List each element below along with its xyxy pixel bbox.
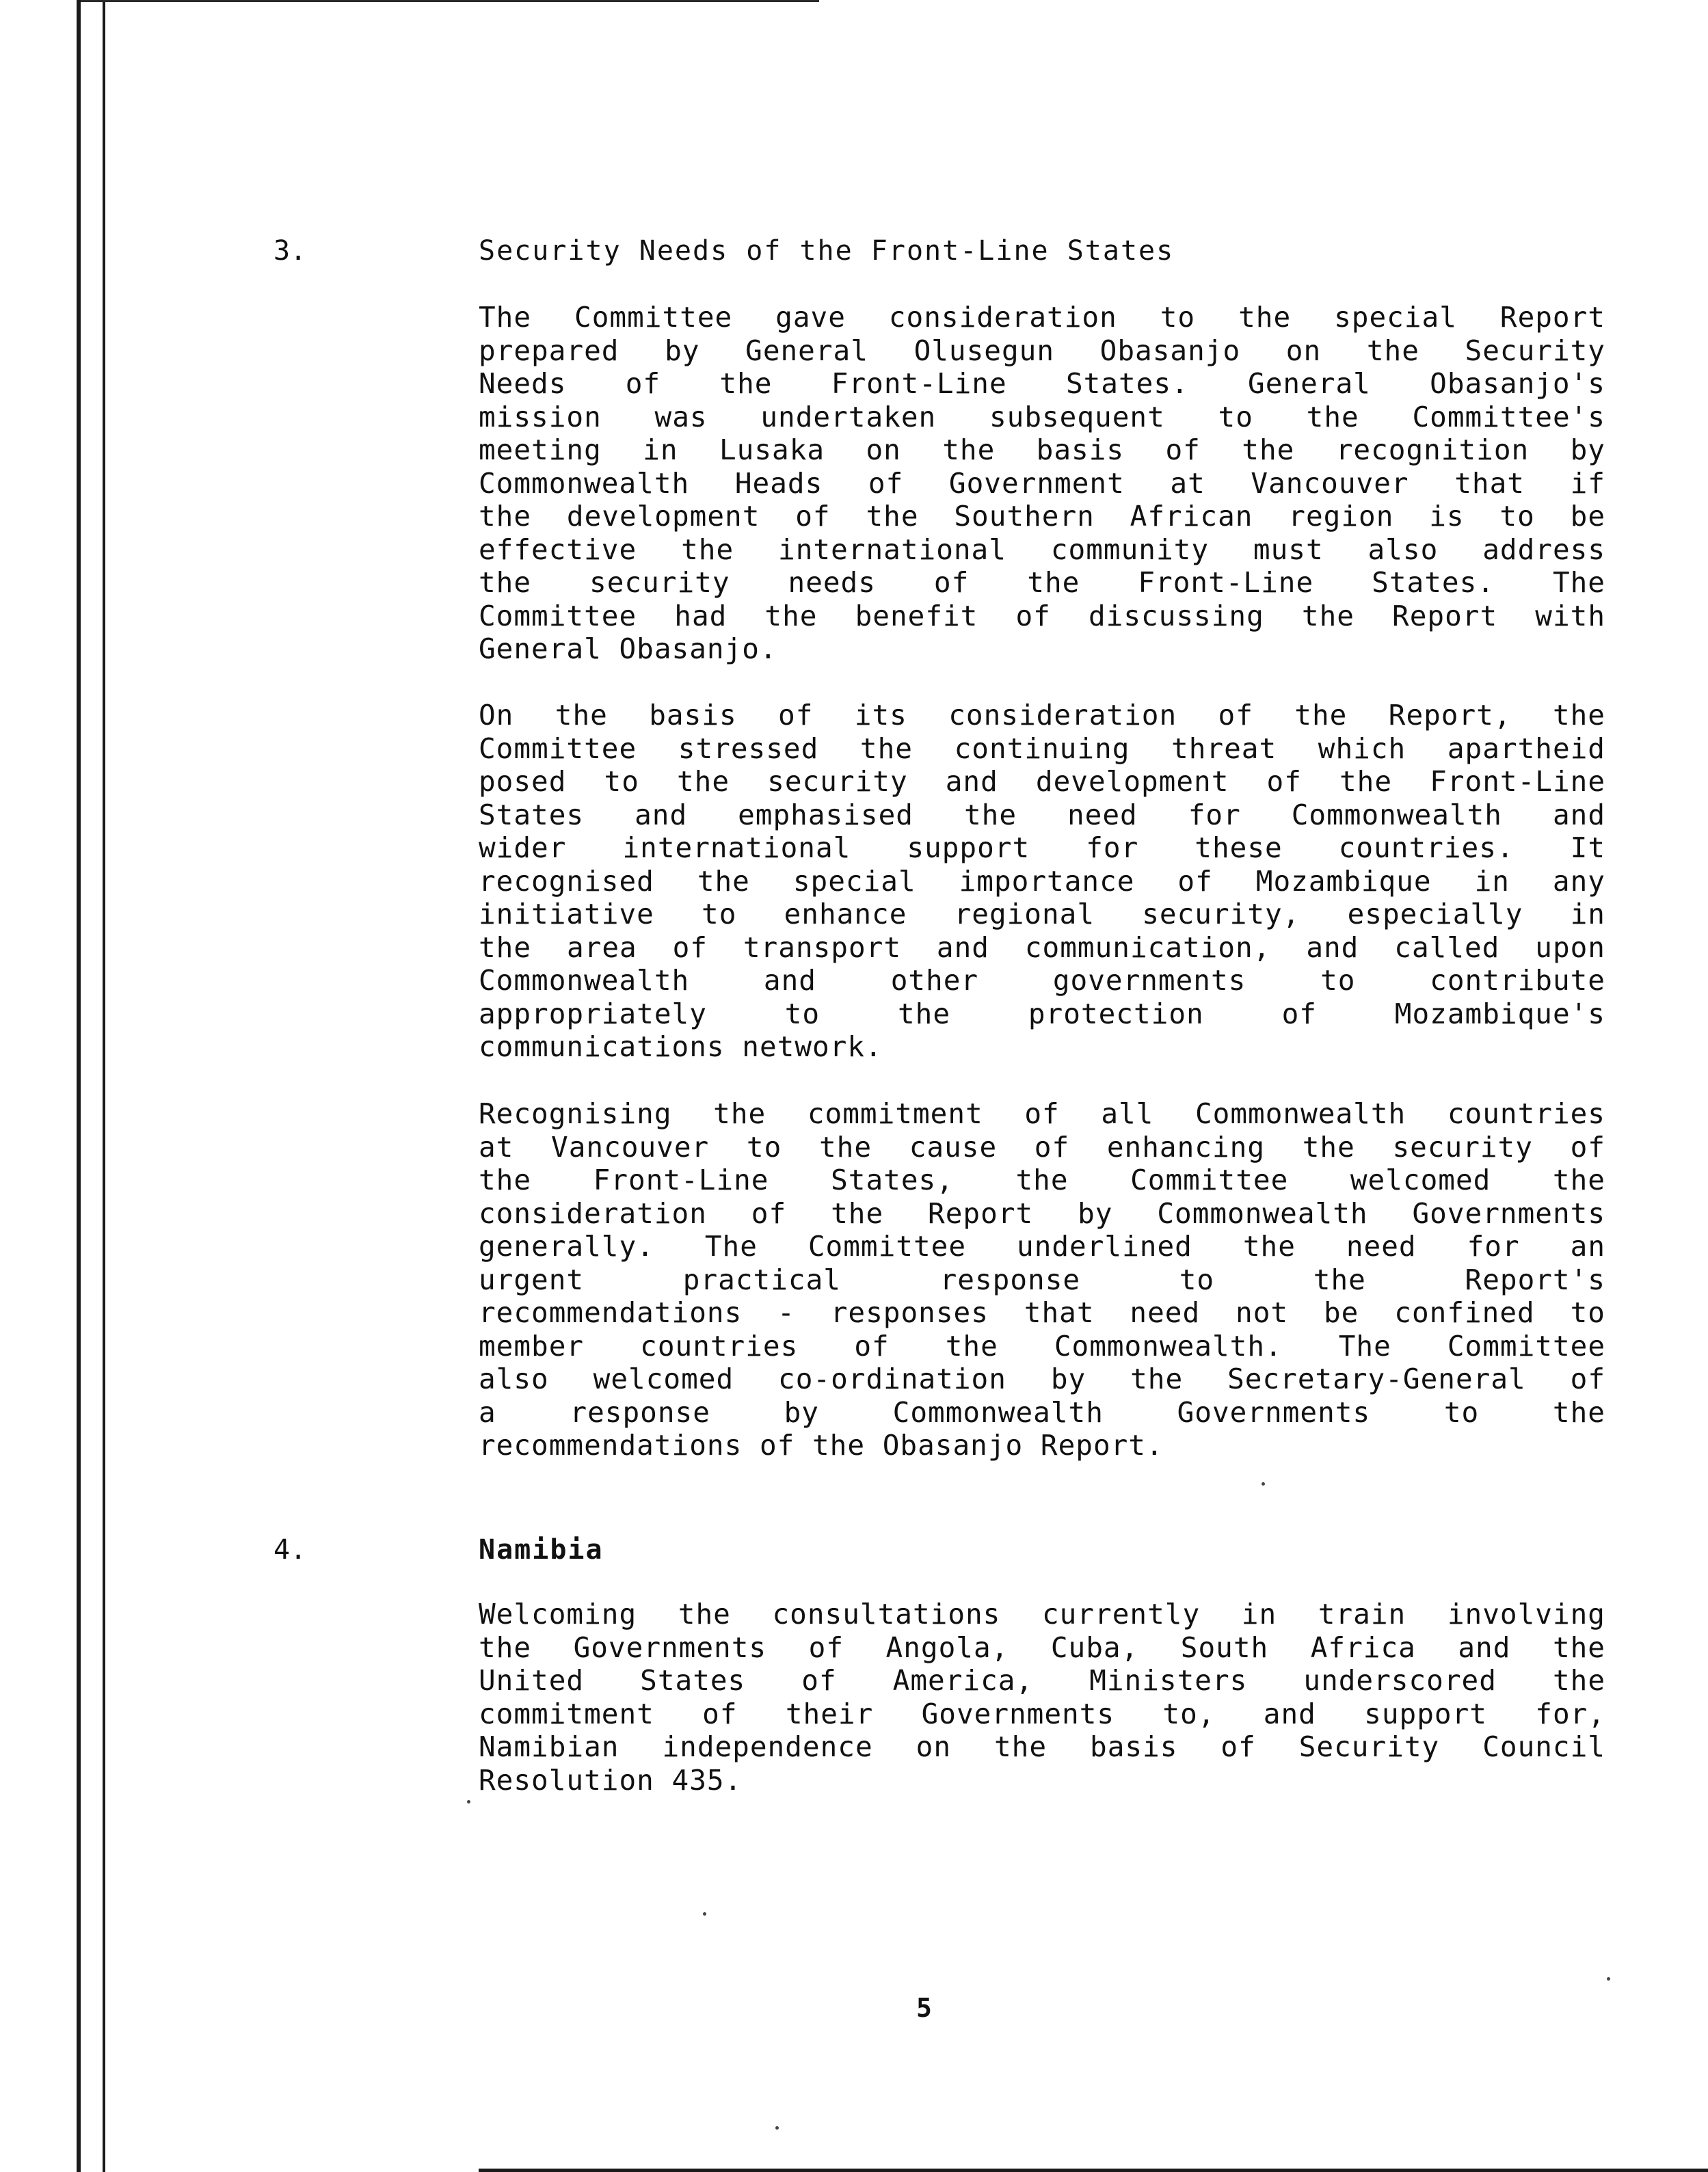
text-line: Namibian independence on the basis of Security Council — [479, 1730, 1605, 1763]
text-line: the security needs of the Front-Line States. The — [479, 566, 1605, 599]
text-line: recommendations - responses that need not be confined to — [479, 1296, 1605, 1329]
text-line: States and emphasised the need for Commonwealth and — [479, 798, 1605, 831]
text-line: United States of America, Ministers underscored the — [479, 1664, 1605, 1697]
text-line: Recognising the commitment of all Commonwealth countries — [479, 1097, 1605, 1130]
text-line: Welcoming the consultations currently in train involving — [479, 1598, 1605, 1631]
text-line: generally. The Committee underlined the need for an — [479, 1230, 1605, 1263]
text-line: commitment of their Governments to, and support for, — [479, 1697, 1605, 1730]
scan-border-top — [81, 0, 819, 2]
scan-speck — [775, 2126, 779, 2130]
text-line: member countries of the Commonwealth. The Committee — [479, 1329, 1605, 1363]
text-line: meeting in Lusaka on the basis of the recognition by — [479, 433, 1605, 466]
paragraph — [479, 699, 1605, 1064]
section-number: 4. — [273, 1534, 307, 1566]
text-line: the area of transport and communication, and called upon — [479, 930, 1605, 964]
page-number: 5 — [916, 1993, 932, 2023]
text-line: the Front-Line States, the Committee welcomed the — [479, 1164, 1605, 1196]
section-heading: Security Needs of the Front-Line States — [479, 235, 1175, 267]
section-heading: Namibia — [479, 1534, 604, 1566]
scan-speck — [1607, 1977, 1610, 1981]
text-line: communications network. — [479, 1030, 883, 1063]
scan-speck — [467, 1800, 470, 1804]
text-line: General Obasanjo. — [479, 632, 777, 665]
text-line: urgent practical response to the Report's — [479, 1263, 1605, 1296]
text-line: mission was undertaken subsequent to the Committee's — [479, 400, 1605, 433]
paragraph — [479, 1097, 1605, 1462]
text-line: posed to the security and development of the Front-Line — [479, 765, 1605, 798]
section-number: 3. — [273, 235, 307, 267]
binder-edge-line — [103, 0, 105, 2172]
text-line: Commonwealth Heads of Government at Vancouver that if — [479, 466, 1605, 500]
text-line: Resolution 435. — [479, 1763, 743, 1797]
text-line: Committee stressed the continuing threat which apartheid — [479, 732, 1605, 765]
text-line: appropriately to the protection of Mozambique's — [479, 997, 1605, 1030]
text-line: Commonwealth and other governments to contribute — [479, 964, 1605, 997]
text-line: at Vancouver to the cause of enhancing the security of — [479, 1130, 1605, 1164]
paragraph — [479, 301, 1605, 666]
text-line: wider international support for these countries. It — [479, 831, 1605, 864]
text-line: also welcomed co-ordination by the Secretary-General of — [479, 1363, 1605, 1395]
paragraph — [479, 1598, 1605, 1797]
scan-speck — [703, 1912, 706, 1916]
text-line: the development of the Southern African region is to be — [479, 500, 1605, 533]
text-line: the Governments of Angola, Cuba, South Africa and the — [479, 1631, 1605, 1664]
text-line: Needs of the Front-Line States. General Obasanjo's — [479, 367, 1605, 400]
scan-border-bottom — [479, 2169, 1708, 2172]
text-line: initiative to enhance regional security, especially in — [479, 898, 1605, 930]
text-line: a response by Commonwealth Governments to the — [479, 1395, 1605, 1429]
text-line: Committee had the benefit of discussing the Report with — [479, 599, 1605, 632]
text-line: effective the international community must also address — [479, 533, 1605, 566]
text-line: recognised the special importance of Mozambique in any — [479, 864, 1605, 898]
binder-edge-line — [77, 0, 81, 2172]
scan-speck — [1262, 1482, 1265, 1486]
text-line: The Committee gave consideration to the special Report — [479, 301, 1605, 334]
text-line: recommendations of the Obasanjo Report. — [479, 1429, 1164, 1462]
text-line: consideration of the Report by Commonwealth Governments — [479, 1196, 1605, 1230]
text-line: On the basis of its consideration of the Report, the — [479, 699, 1605, 732]
text-line: prepared by General Olusegun Obasanjo on the Security — [479, 334, 1605, 367]
